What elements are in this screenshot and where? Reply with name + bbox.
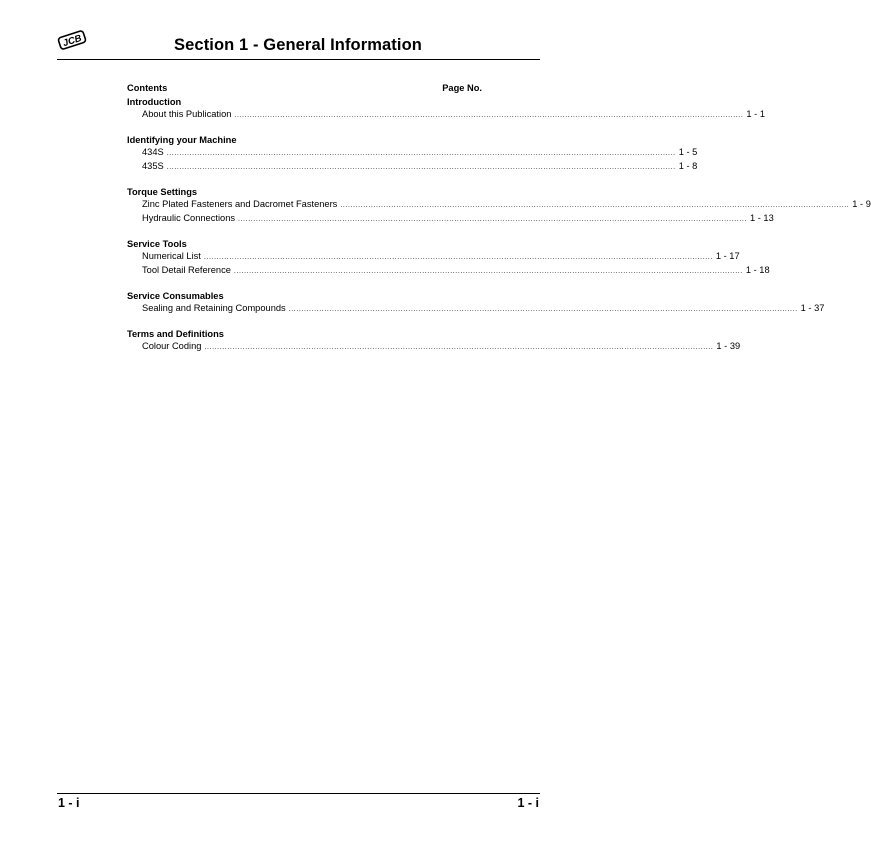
footer-rule [57, 793, 540, 794]
toc-entry-label: Tool Detail Reference [142, 265, 231, 275]
dot-leader: ........................................................................................................................................................................................................ [233, 268, 743, 275]
table-of-contents [127, 82, 871, 366]
toc-sections [127, 96, 871, 354]
toc-entry-page: 1 - 18 [745, 265, 770, 275]
dot-leader: ........................................................................................................................................................................................................ [166, 150, 676, 157]
toc-entry-page: 1 - 5 [678, 147, 698, 157]
toc-section [127, 238, 770, 278]
toc-entry[interactable] [127, 264, 770, 278]
toc-entry-page: 1 - 39 [716, 341, 741, 351]
toc-entry-label: Hydraulic Connections [142, 213, 236, 223]
toc-section-title: Introduction [127, 97, 182, 107]
toc-section [127, 134, 698, 174]
toc-section-title: Torque Settings [127, 187, 198, 197]
toc-entry-page: 1 - 1 [746, 109, 765, 119]
toc-entry-label: Sealing and Retaining Compounds [142, 303, 286, 313]
toc-entry-label: About this Publication [142, 109, 232, 119]
toc-entry-page: 1 - 9 [852, 199, 871, 209]
dot-leader: ........................................................................................................................................................................................................ [166, 164, 676, 171]
toc-entry-page: 1 - 13 [749, 213, 774, 223]
footer-page-left: 1 - i [58, 796, 80, 810]
toc-entry-page: 1 - 17 [715, 251, 740, 261]
toc-entry[interactable] [127, 146, 698, 160]
toc-section [127, 186, 871, 226]
toc-section-title: Identifying your Machine [127, 135, 237, 145]
dot-leader: ........................................................................................................................................................................................................ [340, 202, 850, 209]
page-no-label: Page No. [442, 83, 482, 93]
dot-leader: ........................................................................................................................................................................................................ [238, 216, 747, 223]
toc-entry[interactable] [127, 198, 871, 212]
toc-entry-label: Zinc Plated Fasteners and Dacromet Fasteners [142, 199, 338, 209]
dot-leader: ........................................................................................................................................................................................................ [203, 254, 713, 261]
toc-entry[interactable] [127, 212, 774, 226]
dot-leader: ........................................................................................................................................................................................................ [234, 112, 744, 119]
toc-section [127, 96, 765, 122]
toc-entry-label: 435S [142, 161, 164, 171]
toc-entry-page: 1 - 8 [678, 161, 698, 171]
toc-entry[interactable] [127, 250, 740, 264]
page-title: Section 1 - General Information [174, 36, 422, 54]
toc-section [127, 290, 825, 316]
toc-section-title: Service Tools [127, 239, 187, 249]
contents-label: Contents [127, 83, 168, 93]
footer-page-right: 1 - i [517, 796, 539, 810]
svg-text:JCB: JCB [61, 32, 84, 50]
toc-entry[interactable] [127, 340, 741, 354]
toc-header [127, 82, 482, 94]
toc-entry-label: Numerical List [142, 251, 201, 261]
toc-section [127, 328, 741, 354]
toc-entry[interactable] [127, 160, 698, 174]
toc-entry-label: Colour Coding [142, 341, 202, 351]
toc-entry-page: 1 - 37 [800, 303, 825, 313]
toc-section-title: Service Consumables [127, 291, 224, 301]
toc-entry-label: 434S [142, 147, 164, 157]
toc-entry[interactable] [127, 108, 765, 122]
dot-leader: ........................................................................................................................................................................................................ [204, 344, 714, 351]
toc-section-title: Terms and Definitions [127, 329, 224, 339]
toc-entry[interactable] [127, 302, 825, 316]
dot-leader: ........................................................................................................................................................................................................ [288, 306, 798, 313]
header-rule [57, 59, 540, 60]
